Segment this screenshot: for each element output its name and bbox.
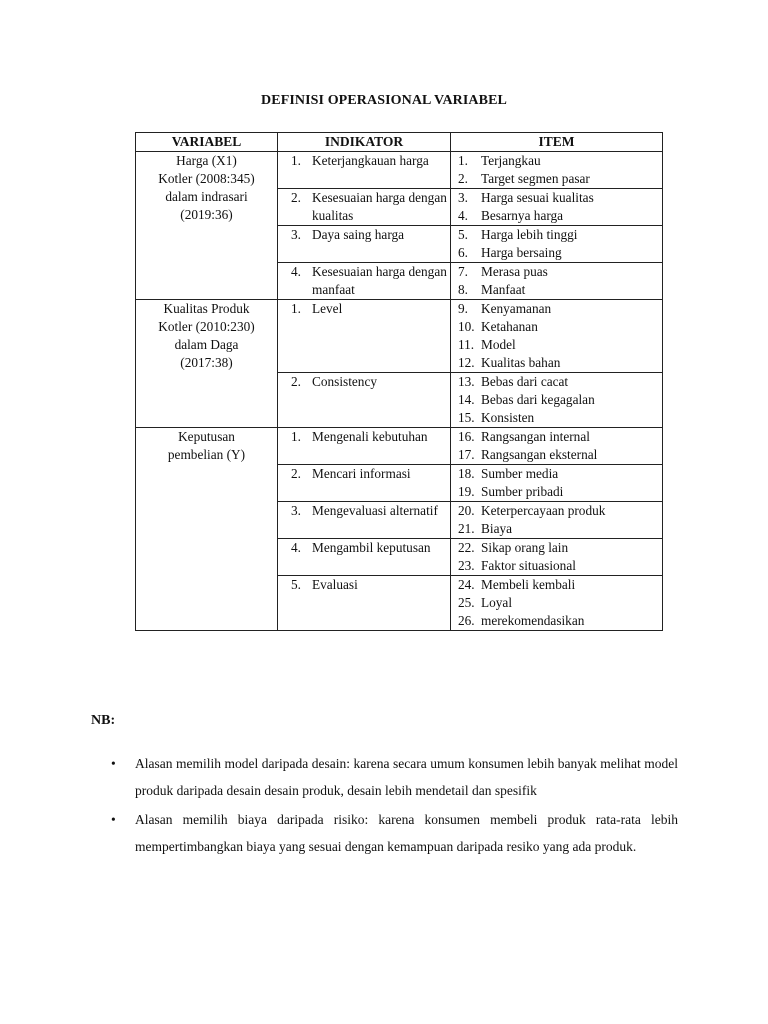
indicator-text: Mengenali kebutuhan bbox=[312, 429, 428, 444]
indicator-entry bbox=[278, 263, 450, 299]
item-text: Rangsangan internal bbox=[481, 429, 590, 444]
variable-cell bbox=[136, 300, 278, 428]
item-text: Loyal bbox=[481, 595, 513, 610]
item-entry bbox=[451, 189, 662, 207]
item-number: 15. bbox=[458, 410, 475, 425]
indicator-number: 3. bbox=[291, 503, 301, 518]
indicator-entry bbox=[278, 152, 450, 170]
item-text: Merasa puas bbox=[481, 264, 548, 279]
item-cell bbox=[451, 189, 663, 226]
item-number: 25. bbox=[458, 595, 475, 610]
item-entry bbox=[451, 207, 662, 225]
item-entry bbox=[451, 318, 662, 336]
note-text: Alasan memilih biaya daripada risiko: karena konsumen membeli produk rata-rata lebih mempertimbangkan biaya yang sesuai dengan kemampuan daripada resiko yang ada produk. bbox=[135, 812, 678, 854]
indicator-text: Kesesuaian harga dengan manfaat bbox=[312, 264, 447, 297]
item-entry bbox=[451, 483, 662, 501]
item-text: Manfaat bbox=[481, 282, 526, 297]
item-cell bbox=[451, 300, 663, 373]
item-entry bbox=[451, 391, 662, 409]
variable-cell bbox=[136, 428, 278, 631]
item-number: 24. bbox=[458, 577, 475, 592]
item-cell bbox=[451, 428, 663, 465]
item-text: Sikap orang lain bbox=[481, 540, 569, 555]
item-number: 16. bbox=[458, 429, 475, 444]
indicator-text: Kesesuaian harga dengan kualitas bbox=[312, 190, 447, 223]
item-entry bbox=[451, 539, 662, 557]
indicator-cell bbox=[278, 152, 451, 189]
item-number: 17. bbox=[458, 447, 475, 462]
item-number: 19. bbox=[458, 484, 475, 499]
item-cell bbox=[451, 576, 663, 631]
item-number: 4. bbox=[458, 208, 468, 223]
item-entry bbox=[451, 576, 662, 594]
indicator-entry bbox=[278, 373, 450, 391]
item-entry bbox=[451, 281, 662, 299]
item-entry bbox=[451, 557, 662, 575]
indicator-cell bbox=[278, 539, 451, 576]
document-title: DEFINISI OPERASIONAL VARIABEL bbox=[261, 93, 507, 108]
indicator-entry bbox=[278, 189, 450, 225]
item-cell bbox=[451, 263, 663, 300]
item-text: Biaya bbox=[481, 521, 513, 536]
indicator-text: Mengambil keputusan bbox=[312, 540, 431, 555]
item-text: Model bbox=[481, 337, 516, 352]
item-text: merekomendasikan bbox=[481, 613, 585, 628]
variable-line: pembelian (Y) bbox=[167, 447, 246, 462]
item-text: Harga sesuai kualitas bbox=[481, 190, 594, 205]
indicator-cell bbox=[278, 428, 451, 465]
indicator-number: 3. bbox=[291, 227, 301, 242]
item-text: Harga bersaing bbox=[481, 245, 562, 260]
item-number: 10. bbox=[458, 319, 475, 334]
header-item: ITEM bbox=[451, 133, 663, 152]
item-number: 7. bbox=[458, 264, 468, 279]
item-cell bbox=[451, 152, 663, 189]
header-indikator: INDIKATOR bbox=[278, 133, 451, 152]
indicator-number: 1. bbox=[291, 301, 301, 316]
notes-list bbox=[111, 750, 678, 862]
operational-variable-table bbox=[135, 132, 663, 631]
variable-line: dalam indrasari bbox=[165, 189, 248, 204]
indicator-text: Level bbox=[312, 301, 343, 316]
indicator-cell bbox=[278, 300, 451, 373]
variable-line: (2017:38) bbox=[180, 355, 233, 370]
item-text: Bebas dari kegagalan bbox=[481, 392, 595, 407]
item-number: 20. bbox=[458, 503, 475, 518]
indicator-cell bbox=[278, 226, 451, 263]
item-text: Keterpercayaan produk bbox=[481, 503, 606, 518]
variable-cell bbox=[136, 152, 278, 300]
item-entry bbox=[451, 300, 662, 318]
bullet-icon: • bbox=[111, 756, 116, 771]
item-number: 6. bbox=[458, 245, 468, 260]
item-number: 9. bbox=[458, 301, 468, 316]
item-entry bbox=[451, 594, 662, 612]
item-entry bbox=[451, 336, 662, 354]
note-item bbox=[111, 750, 678, 804]
item-text: Membeli kembali bbox=[481, 577, 576, 592]
note-item bbox=[111, 806, 678, 860]
indicator-number: 4. bbox=[291, 540, 301, 555]
table-row bbox=[136, 428, 663, 465]
item-entry bbox=[451, 226, 662, 244]
item-text: Terjangkau bbox=[481, 153, 541, 168]
indicator-entry bbox=[278, 502, 450, 520]
item-text: Target segmen pasar bbox=[481, 171, 590, 186]
item-number: 18. bbox=[458, 466, 475, 481]
item-number: 23. bbox=[458, 558, 475, 573]
item-number: 11. bbox=[458, 337, 475, 352]
variable-line: Kotler (2008:345) bbox=[158, 171, 255, 186]
indicator-cell bbox=[278, 263, 451, 300]
variable-line: Kualitas Produk bbox=[163, 301, 250, 316]
variable-line: dalam Daga bbox=[174, 337, 239, 352]
item-number: 2. bbox=[458, 171, 468, 186]
item-cell bbox=[451, 539, 663, 576]
header-variabel: VARIABEL bbox=[136, 133, 278, 152]
item-entry bbox=[451, 152, 662, 170]
indicator-cell bbox=[278, 576, 451, 631]
indicator-text: Mengevaluasi alternatif bbox=[312, 503, 438, 518]
item-number: 13. bbox=[458, 374, 475, 389]
indicator-text: Consistency bbox=[312, 374, 378, 389]
item-entry bbox=[451, 465, 662, 483]
item-number: 1. bbox=[458, 153, 468, 168]
item-text: Faktor situasional bbox=[481, 558, 576, 573]
indicator-text: Keterjangkauan harga bbox=[312, 153, 429, 168]
indicator-text: Daya saing harga bbox=[312, 227, 405, 242]
item-entry bbox=[451, 244, 662, 262]
table-row bbox=[136, 300, 663, 373]
item-number: 3. bbox=[458, 190, 468, 205]
indicator-cell bbox=[278, 465, 451, 502]
item-cell bbox=[451, 465, 663, 502]
indicator-entry bbox=[278, 428, 450, 446]
item-text: Bebas dari cacat bbox=[481, 374, 569, 389]
indicator-number: 2. bbox=[291, 374, 301, 389]
item-text: Kenyamanan bbox=[481, 301, 552, 316]
item-number: 22. bbox=[458, 540, 475, 555]
item-number: 21. bbox=[458, 521, 475, 536]
indicator-text: Evaluasi bbox=[312, 577, 358, 592]
indicator-number: 5. bbox=[291, 577, 301, 592]
variable-line: Harga (X1) bbox=[176, 153, 237, 168]
item-number: 12. bbox=[458, 355, 475, 370]
indicator-number: 4. bbox=[291, 264, 301, 279]
item-text: Ketahanan bbox=[481, 319, 538, 334]
item-text: Konsisten bbox=[481, 410, 535, 425]
table-row bbox=[136, 152, 663, 189]
indicator-cell bbox=[278, 373, 451, 428]
item-text: Kualitas bahan bbox=[481, 355, 561, 370]
indicator-number: 1. bbox=[291, 429, 301, 444]
variable-line: Keputusan bbox=[178, 429, 235, 444]
item-text: Harga lebih tinggi bbox=[481, 227, 578, 242]
item-text: Rangsangan eksternal bbox=[481, 447, 598, 462]
table-body bbox=[136, 152, 663, 631]
indicator-text: Mencari informasi bbox=[312, 466, 411, 481]
item-cell bbox=[451, 502, 663, 539]
indicator-cell bbox=[278, 189, 451, 226]
indicator-entry bbox=[278, 465, 450, 483]
item-text: Sumber media bbox=[481, 466, 559, 481]
item-entry bbox=[451, 263, 662, 281]
item-text: Sumber pribadi bbox=[481, 484, 564, 499]
item-entry bbox=[451, 373, 662, 391]
item-number: 26. bbox=[458, 613, 475, 628]
bullet-icon: • bbox=[111, 812, 116, 827]
indicator-number: 2. bbox=[291, 190, 301, 205]
item-entry bbox=[451, 170, 662, 188]
item-entry bbox=[451, 428, 662, 446]
indicator-entry bbox=[278, 226, 450, 244]
indicator-entry bbox=[278, 576, 450, 594]
item-entry bbox=[451, 409, 662, 427]
item-entry bbox=[451, 354, 662, 372]
item-entry bbox=[451, 502, 662, 520]
item-entry bbox=[451, 446, 662, 464]
item-cell bbox=[451, 226, 663, 263]
variable-line: (2019:36) bbox=[180, 207, 233, 222]
indicator-entry bbox=[278, 539, 450, 557]
item-entry bbox=[451, 520, 662, 538]
item-text: Besarnya harga bbox=[481, 208, 564, 223]
indicator-number: 2. bbox=[291, 466, 301, 481]
item-cell bbox=[451, 373, 663, 428]
table-header-row bbox=[136, 133, 663, 152]
item-number: 5. bbox=[458, 227, 468, 242]
nb-label: NB: bbox=[91, 713, 116, 728]
item-number: 14. bbox=[458, 392, 475, 407]
item-entry bbox=[451, 612, 662, 630]
indicator-number: 1. bbox=[291, 153, 301, 168]
indicator-cell bbox=[278, 502, 451, 539]
item-number: 8. bbox=[458, 282, 468, 297]
indicator-entry bbox=[278, 300, 450, 318]
note-text: Alasan memilih model daripada desain: karena secara umum konsumen lebih banyak melihat model produk daripada desain desain produk, desain lebih mendetail dan spesifik bbox=[135, 756, 678, 798]
variable-line: Kotler (2010:230) bbox=[158, 319, 255, 334]
